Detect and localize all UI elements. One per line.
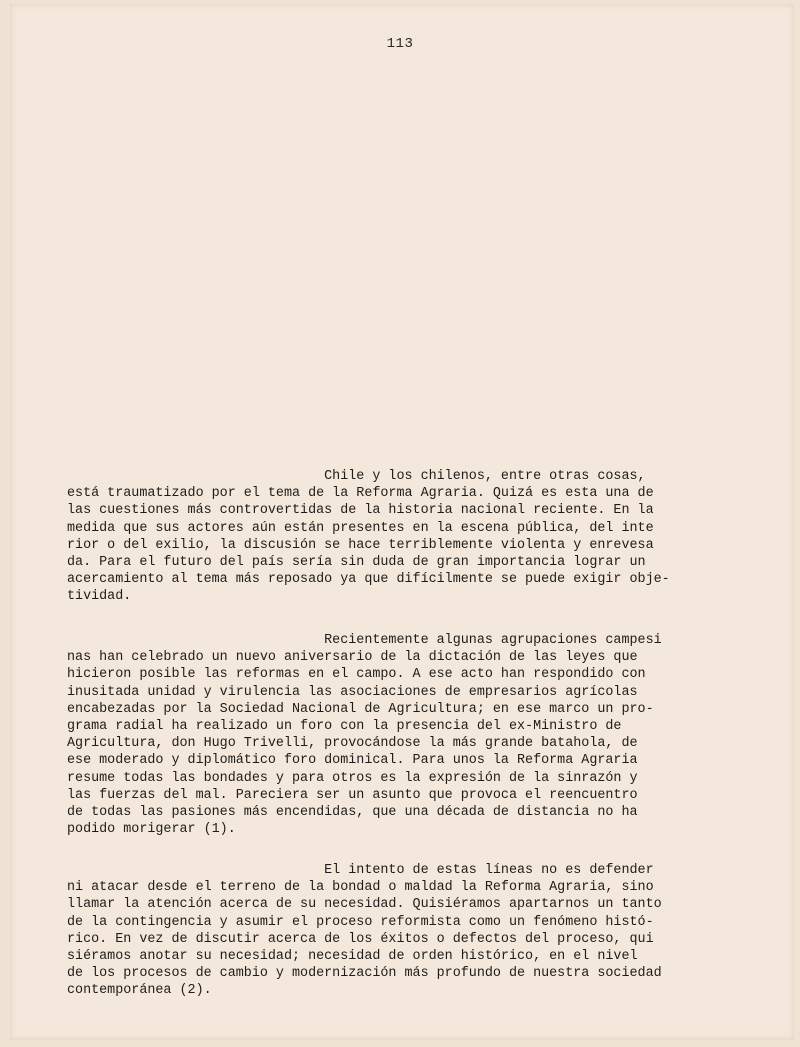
text-line: Chile y los chilenos, entre otras cosas, (67, 469, 646, 484)
text-line: podido morigerar (1). (67, 822, 236, 838)
paragraph-2 (67, 632, 737, 838)
text-line: acercamiento al tema más reposado ya que difícilmente se puede exigir obje- (67, 572, 670, 588)
text-line: Agricultura, don Hugo Trivelli, provocándose la más grande batahola, de (67, 736, 638, 752)
text-line: medida que sus actores aún están presentes en la escena pública, del inte (67, 520, 654, 536)
text-line: siéramos anotar su necesidad; necesidad de orden histórico, en el nivel (67, 948, 638, 964)
text-line: da. Para el futuro del país sería sin duda de gran importancia lograr un (67, 554, 646, 570)
text-line: hicieron posible las reformas en el campo. A ese acto han respondido con (67, 667, 646, 683)
text-line: las cuestiones más controvertidas de la historia nacional reciente. En la (67, 503, 654, 519)
page-number: 113 (386, 36, 414, 52)
text-line: de los procesos de cambio y modernización más profundo de nuestra sociedad (67, 966, 662, 982)
paragraph-3 (67, 862, 737, 1000)
text-line: tividad. (67, 589, 132, 605)
text-line: contemporánea (2). (67, 983, 212, 999)
text-line: de la contingencia y asumir el proceso reformista como un fenómeno histó- (67, 914, 654, 930)
text-line: está traumatizado por el tema de la Reforma Agraria. Quizá es esta una de (67, 486, 654, 502)
text-line: grama radial ha realizado un foro con la presencia del ex-Ministro de (67, 718, 622, 734)
text-line: ni atacar desde el terreno de la bondad o maldad la Reforma Agraria, sino (67, 880, 654, 896)
text-line: ese moderado y diplomático foro dominical. Para unos la Reforma Agraria (67, 753, 638, 769)
text-line: rior o del exilio, la discusión se hace terriblemente violenta y enrevesa (67, 537, 654, 553)
text-line: llamar la atención acerca de su necesidad. Quisiéramos apartarnos un tanto (67, 897, 662, 913)
text-line: Recientemente algunas agrupaciones campesi (67, 633, 662, 648)
text-line: nas han celebrado un nuevo aniversario de la dictación de las leyes que (67, 650, 638, 666)
text-line: resume todas las bondades y para otros es la expresión de la sinrazón y (67, 770, 638, 786)
text-line: de todas las pasiones más encendidas, que una década de distancia no ha (67, 804, 638, 820)
text-line: El intento de estas líneas no es defender (67, 863, 654, 878)
text-line: encabezadas por la Sociedad Nacional de Agricultura; en ese marco un pro- (67, 701, 654, 717)
text-line: inusitada unidad y virulencia las asociaciones de empresarios agrícolas (67, 684, 638, 700)
text-line: las fuerzas del mal. Pareciera ser un asunto que provoca el reencuentro (67, 787, 638, 803)
text-line: rico. En vez de discutir acerca de los éxitos o defectos del proceso, qui (67, 931, 654, 947)
paragraph-1 (67, 468, 737, 606)
